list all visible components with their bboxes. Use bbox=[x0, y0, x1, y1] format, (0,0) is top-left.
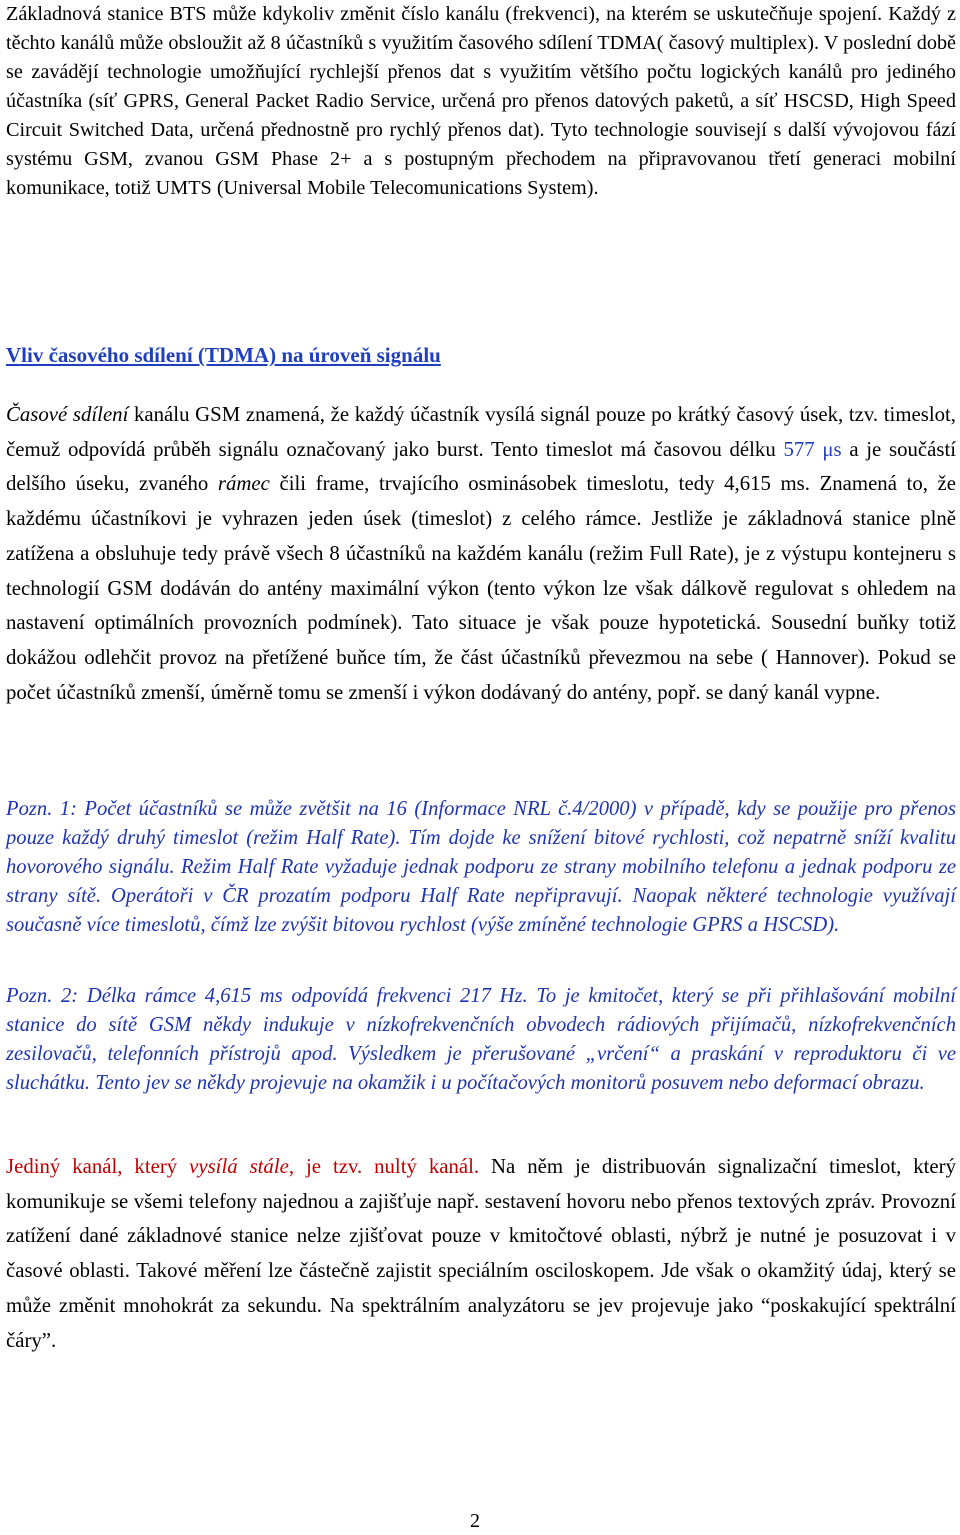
term-casove-sdileni: Časové sdílení bbox=[6, 403, 129, 426]
highlight-red-a: Jediný kanál, který bbox=[6, 1155, 190, 1178]
tdma-paragraph bbox=[6, 398, 956, 710]
timeslot-duration: 577 μs bbox=[783, 437, 842, 461]
intro-paragraph: Základnová stanice BTS může kdykoliv změnit číslo kanálu (frekvenci), na kterém se uskutečňuje spojení. Každý z těchto kanálů může obsloužit až 8 účastníků s využitím časového sdílení TDMA( časový multiplex). V poslední době se zavádějí technologie umožňující rychlejší přenos dat s využitím většího počtu logických kanálů pro jediného účastníka (síť GPRS, General Packet Radio Service, určená pro přenos datových paketů, a síť HSCSD, High Speed Circuit Switched Data, určená přednostně pro rychlý přenos dat). Tyto technologie souvisejí s další vývojovou fází systému GSM, zvanou GSM Phase 2+ a s postupným přechodem na připravovanou třetí generaci mobilní komunikace, totiž UMTS (Universal Mobile Telecomunications System). bbox=[6, 3, 956, 199]
section-heading: Vliv časového sdílení (TDMA) na úroveň signálu bbox=[6, 343, 441, 367]
document-page bbox=[6, 0, 956, 203]
null-channel-paragraph bbox=[6, 1150, 956, 1358]
term-ramec: rámec bbox=[217, 472, 270, 496]
highlight-red-b: , je tzv. nultý kanál. bbox=[288, 1155, 480, 1178]
tdma-text-b: a je součástí delšího úseku, zvaného bbox=[6, 437, 956, 496]
note-1: Pozn. 1: Počet účastníků se může zvětšit na 16 (Informace NRL č.4/2000) v případě, kdy se použije pro přenos pouze každý druhý timeslot (režim Half Rate). Tím dojde ke snížení bitové rychlosti, což nepatrně sníží kvalitu hovorového signálu. Režim Half Rate vyžaduje jednak podporu ze strany mobilního telefonu a jednak podporu ze strany sítě. Operátoři v ČR prozatím podporu Half Rate nepřipravují. Naopak některé technologie využívají současně více timeslotů, čímž lze zvýšit bitovou rychlost (výše zmíněné technologie GPRS a HSCSD). bbox=[6, 798, 956, 936]
tdma-text-c: čili frame, trvajícího osminásobek timeslotu, tedy 4,615 ms. Znamená to, že každému účastníkovi je vyhrazen jeden úsek (timeslot) z celého rámce. Jestliže je základnová stanice plně zatížena a obsluhuje tedy právě všech 8 účastníků na každém kanálu (režim Full Rate), je z výstupu kontejneru s technologií GSM dodáván do antény maximální výkon (tento výkon lze však dálkově regulovat s ohledem na nastavení optimálních provozních podmínek). Tato situace je však pouze hypotetická. Sousední buňky totiž dokážou odlehčit provoz na přetížené buňce tím, že část účastníků převezmou na sebe ( Hannover). Pokud se počet účastníků zmenší, úměrně tomu se zmenší i výkon dodávaný do antény, popř. se daný kanál vypne. bbox=[6, 472, 956, 704]
page-number: 2 bbox=[470, 1510, 480, 1532]
highlight-red-italic: vysílá stále bbox=[189, 1155, 289, 1178]
note-2: Pozn. 2: Délka rámce 4,615 ms odpovídá frekvenci 217 Hz. To je kmitočet, který se při přihlašování mobilní stanice do sítě GSM někdy indukuje v nízkofrekvenčních obvodech rádiových přijímačů, nízkofrekvenčních zesilovačů, telefonních přístrojů apod. Výsledkem je přerušované „vrčení“ a praskání v reproduktoru či ve sluchátku. Tento jev se někdy projevuje na okamžik i u počítačových monitorů posuvem nebo deformací obrazu. bbox=[6, 985, 956, 1094]
tdma-text-a: kanálu GSM znamená, že každý účastník vysílá signál pouze po krátký časový úsek, tzv. timeslot, čemuž odpovídá průběh signálu označovaný jako burst. Tento timeslot má časovou délku bbox=[6, 403, 956, 461]
null-channel-text: Na něm je distribuován signalizační timeslot, který komunikuje se všemi telefony najednou a zajišťuje např. sestavení hovoru nebo přenos textových zpráv. Provozní zatížení dané základnové stanice nelze zjišťovat pouze v kmitočtové oblasti, nýbrž je nutné je posuzovat i v časové oblasti. Takové měření lze částečně zajistit speciálním osciloskopem. Jde však o okamžitý údaj, který se může změnit mnohokrát za sekundu. Na spektrálním analyzátoru se jev projevuje jako “poskakující spektrální čáry”. bbox=[6, 1155, 956, 1352]
